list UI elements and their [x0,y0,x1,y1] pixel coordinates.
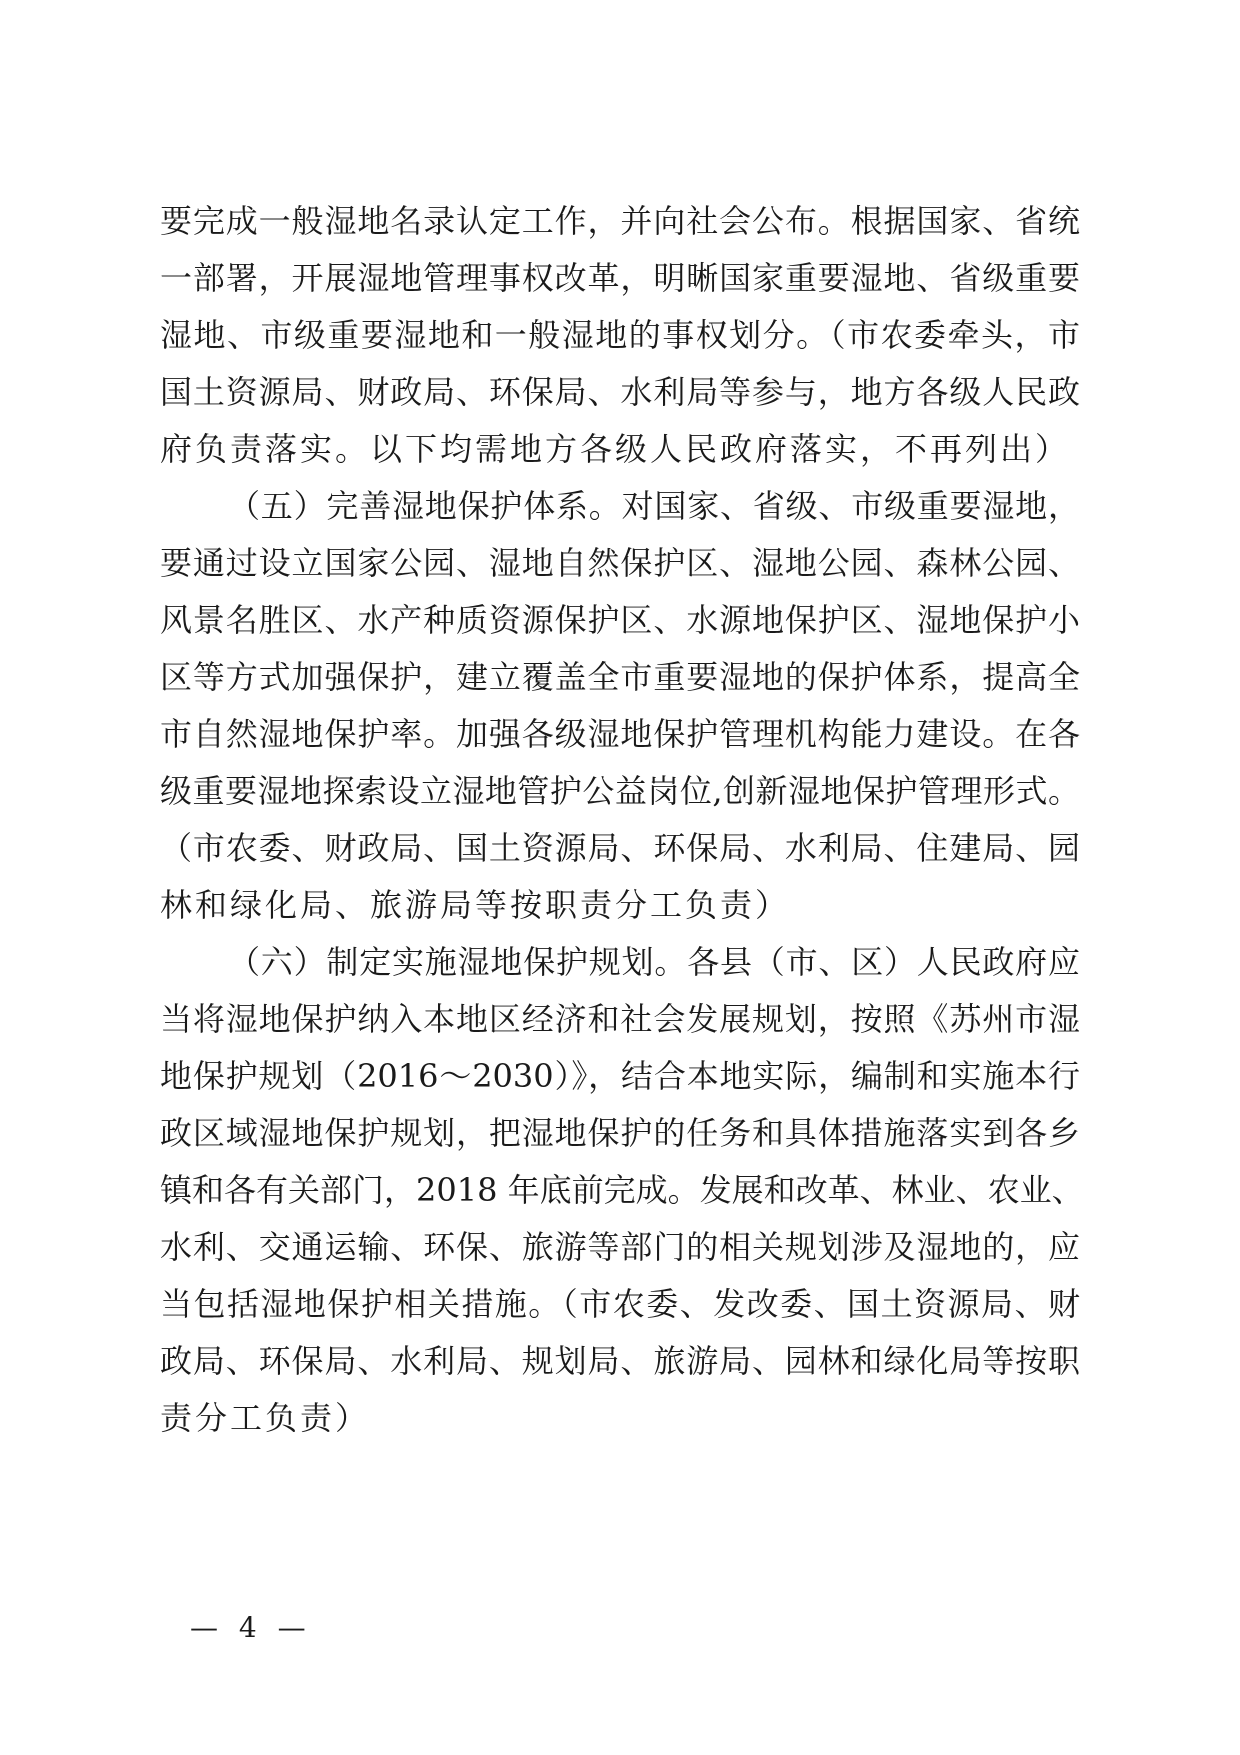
section-heading-line: （六）制定实施湿地保护规划。各县（市、区）人民政府应 [228,943,1080,981]
text-line: 湿地、市级重要湿地和一般湿地的事权划分。（市农委牵头，市 [160,316,1080,354]
text-line: 当将湿地保护纳入本地区经济和社会发展规划，按照《苏州市湿 [160,1000,1080,1038]
text-line: 政区域湿地保护规划，把湿地保护的任务和具体措施落实到各乡 [160,1114,1080,1152]
text-line: （市农委、财政局、国土资源局、环保局、水利局、住建局、园 [160,829,1080,867]
text-line: 级重要湿地探索设立湿地管护公益岗位,创新湿地保护管理形式。 [160,772,1080,810]
text-line: 水利、交通运输、环保、旅游等部门的相关规划涉及湿地的，应 [160,1228,1080,1266]
text-line: 责分工负责） [160,1399,371,1437]
text-line: 国土资源局、财政局、环保局、水利局等参与，地方各级人民政 [160,373,1080,411]
text-line: 要通过设立国家公园、湿地自然保护区、湿地公园、森林公园、 [160,544,1080,582]
text-line: 市自然湿地保护率。加强各级湿地保护管理机构能力建设。在各 [160,715,1080,753]
text-line: 府负责落实。以下均需地方各级人民政府落实，不再列出） [160,430,1071,468]
text-line: 当包括湿地保护相关措施。（市农委、发改委、国土资源局、财 [160,1285,1080,1323]
text-line: 风景名胜区、水产种质资源保护区、水源地保护区、湿地保护小 [160,601,1080,639]
text-line: 林和绿化局、旅游局等按职责分工负责） [160,886,791,924]
text-line: 要完成一般湿地名录认定工作，并向社会公布。根据国家、省统 [160,202,1080,240]
text-line: 区等方式加强保护，建立覆盖全市重要湿地的保护体系，提高全 [160,658,1080,696]
text-line: 一部署，开展湿地管理事权改革，明晰国家重要湿地、省级重要 [160,259,1080,297]
page-number: — 4 — [190,1611,312,1644]
text-line: 镇和各有关部门，2018 年底前完成。发展和改革、林业、农业、 [160,1171,1084,1209]
section-heading-line: （五）完善湿地保护体系。对国家、省级、市级重要湿地， [228,487,1080,525]
text-line: 地保护规划（2016～2030）》，结合本地实际，编制和实施本行 [160,1057,1080,1095]
text-line: 政局、环保局、水利局、规划局、旅游局、园林和绿化局等按职 [160,1342,1080,1380]
